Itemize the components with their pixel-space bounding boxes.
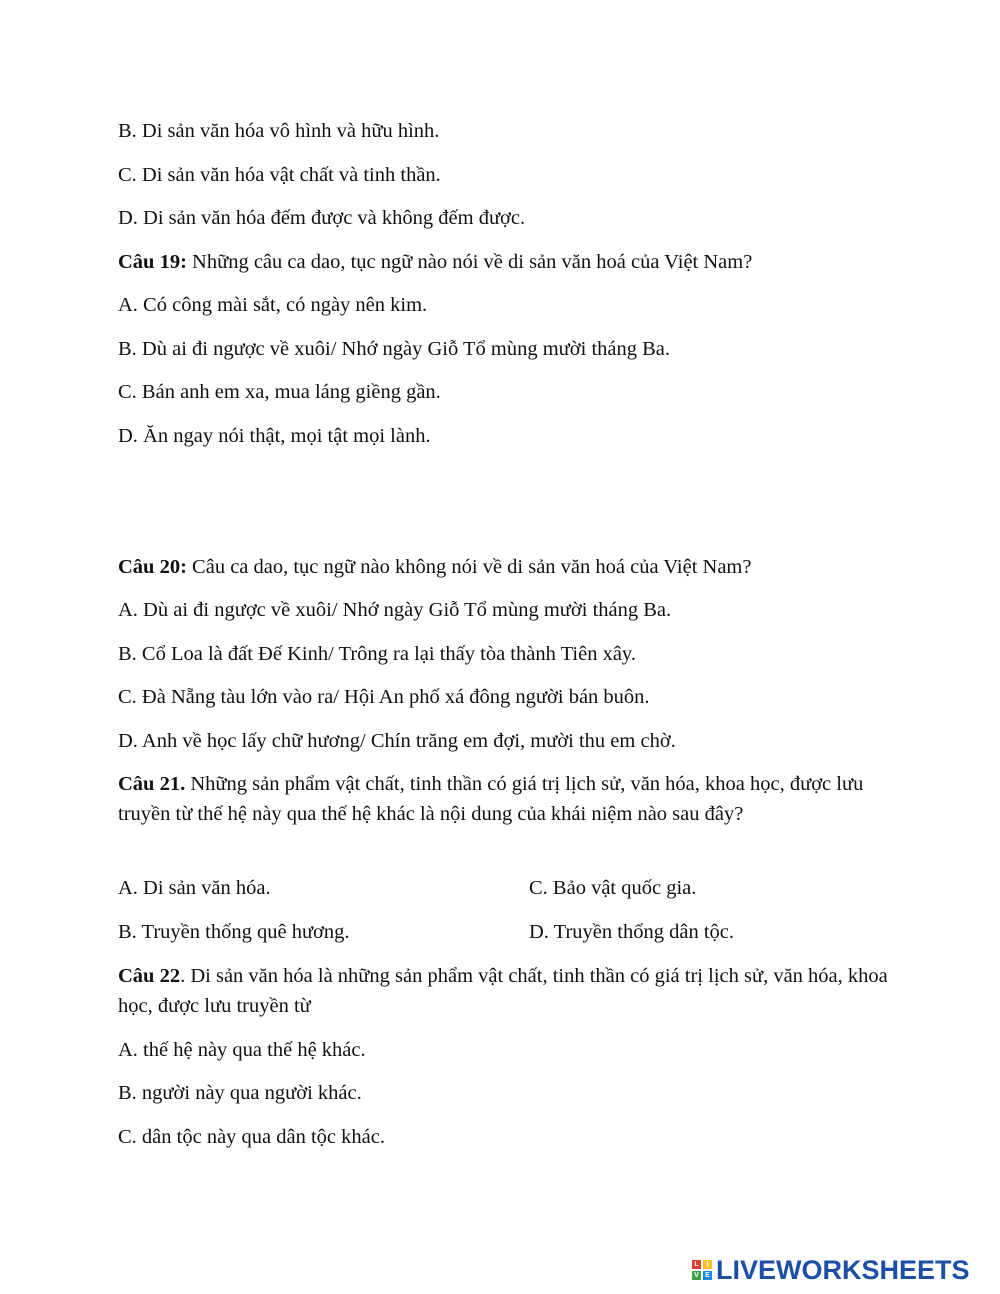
option-line: C. dân tộc này qua dân tộc khác. [118, 1126, 385, 1148]
option-line: A. thế hệ này qua thế hệ khác. [118, 1039, 366, 1061]
question-label: Câu 20: [118, 556, 187, 578]
question-21 [118, 769, 888, 829]
option-line: C. Bán anh em xa, mua láng giềng gần. [118, 381, 441, 403]
option-line: B. Truyền thống quê hương. [118, 921, 350, 943]
option-line: A. Dù ai đi ngược về xuôi/ Nhớ ngày Giỗ Tổ mùng mười tháng Ba. [118, 599, 672, 621]
option-line: B. Cổ Loa là đất Đế Kinh/ Trông ra lại thấy tòa thành Tiên xây. [118, 643, 636, 665]
option-line: A. Di sản văn hóa. [118, 877, 271, 899]
question-text: Câu ca dao, tục ngữ nào không nói về di sản văn hoá của Việt Nam? [186, 556, 752, 578]
question-20 [118, 552, 751, 582]
logo-mark-letter: V [692, 1271, 701, 1280]
option-line: B. Dù ai đi ngược về xuôi/ Nhớ ngày Giỗ Tổ mùng mười tháng Ba. [118, 338, 671, 360]
question-19 [118, 247, 752, 277]
option-line: C. Đà Nẵng tàu lớn vào ra/ Hội An phố xá đông người bán buôn. [118, 686, 650, 708]
option-line: A. Có công mài sắt, có ngày nên kim. [118, 294, 428, 316]
liveworksheets-logo[interactable] [692, 1254, 970, 1286]
question-label: Câu 19: [118, 251, 187, 273]
logo-mark-letter: E [703, 1271, 712, 1280]
logo-mark-letter: L [692, 1260, 701, 1269]
question-text: Những sản phẩm vật chất, tinh thần có giá trị lịch sử, văn hóa, khoa học, được lưu truyền từ thế hệ này qua thế hệ khác là nội dung của khái niệm nào sau đây? [118, 773, 864, 825]
question-label: Câu 21. [118, 773, 186, 795]
option-line: C. Bảo vật quốc gia. [529, 877, 697, 899]
question-text: . Di sản văn hóa là những sản phẩm vật chất, tinh thần có giá trị lịch sử, văn hóa, khoa học, được lưu truyền từ [118, 965, 888, 1017]
option-line: B. người này qua người khác. [118, 1082, 362, 1104]
option-line: C. Di sản văn hóa vật chất và tinh thần. [118, 164, 441, 186]
logo-mark-letter: I [703, 1260, 712, 1269]
option-line: D. Anh về học lấy chữ hương/ Chín trăng em đợi, mười thu em chờ. [118, 730, 676, 752]
option-line: D. Di sản văn hóa đếm được và không đếm được. [118, 207, 526, 229]
question-22 [118, 961, 888, 1021]
option-line: B. Di sản văn hóa vô hình và hữu hình. [118, 120, 440, 142]
option-line: D. Ăn ngay nói thật, mọi tật mọi lành. [118, 425, 431, 447]
question-label: Câu 22 [118, 965, 181, 987]
logo-mark-icon [692, 1260, 712, 1280]
question-text: Những câu ca dao, tục ngữ nào nói về di sản văn hoá của Việt Nam? [186, 251, 753, 273]
logo-text: LIVEWORKSHEETS [716, 1254, 970, 1285]
option-line: D. Truyền thống dân tộc. [529, 921, 734, 943]
